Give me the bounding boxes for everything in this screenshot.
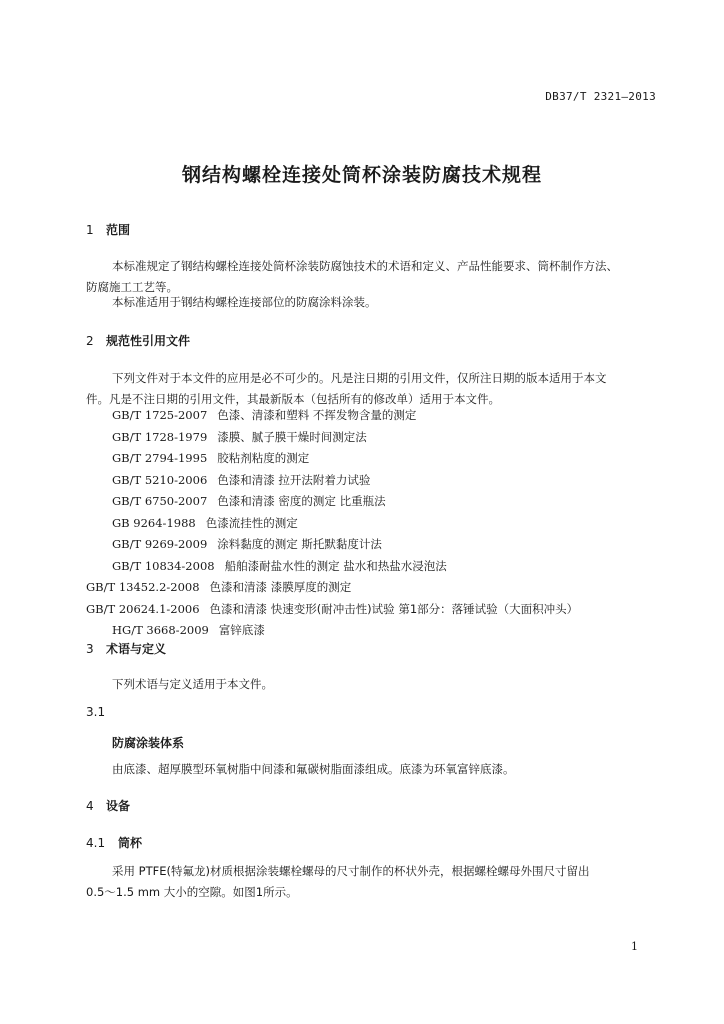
section-title: 术语与定义	[106, 642, 167, 656]
section-number: 4.1	[86, 836, 106, 850]
reference-item: GB/T 10834-2008 船舶漆耐盐水性的测定 盐水和热盐水浸泡法	[112, 558, 447, 573]
equipment-line2: 0.5～1.5 mm 大小的空隙。如图1所示。	[86, 885, 298, 899]
section-3-heading	[86, 640, 166, 657]
scope-p1-line1: 本标准规定了钢结构螺栓连接处筒杯涂装防腐蚀技术的术语和定义、产品性能要求、筒杯制作方法、	[112, 259, 618, 273]
section-number: 1	[86, 223, 94, 237]
equipment-paragraph	[86, 861, 658, 903]
reference-list	[86, 405, 666, 642]
normative-intro	[86, 368, 658, 410]
page-number: 1	[631, 940, 638, 953]
section-2-heading	[86, 332, 190, 349]
section-title: 筒杯	[118, 836, 143, 850]
terms-intro-text: 下列术语与定义适用于本文件。	[112, 677, 273, 691]
term-definition-text: 由底漆、超厚膜型环氧树脂中间漆和氟碳树脂面漆组成。底漆为环氧富锌底漆。	[112, 762, 515, 776]
section-4-heading	[86, 797, 130, 814]
reference-item: GB 9264-1988 色漆流挂性的测定	[112, 515, 298, 530]
normative-intro-line2: 件。凡是不注日期的引用文件，其最新版本（包括所有的修改单）适用于本文件。	[86, 392, 500, 406]
reference-item: HG/T 3668-2009 富锌底漆	[112, 623, 265, 637]
reference-item: GB/T 20624.1-2006 色漆和清漆 快速变形(耐冲击性)试验 第1部分：落锤试验（大面积冲头）	[86, 601, 579, 616]
section-title: 范围	[106, 223, 131, 237]
reference-item: GB/T 2794-1995 胶粘剂粘度的测定	[112, 451, 310, 465]
term-definition	[86, 759, 658, 780]
reference-item: GB/T 6750-2007 色漆和清漆 密度的测定 比重瓶法	[112, 494, 386, 508]
terms-intro	[86, 674, 658, 695]
document-title: 钢结构螺栓连接处筒杯涂装防腐技术规程	[181, 164, 542, 186]
section-number: 3	[86, 642, 94, 656]
scope-p1-line2: 防腐施工工艺等。	[86, 280, 178, 294]
section-4-1-heading	[86, 834, 142, 851]
reference-item: GB/T 9269-2009 涂料黏度的测定 斯托默黏度计法	[112, 537, 382, 551]
reference-item: GB/T 13452.2-2008 色漆和清漆 漆膜厚度的测定	[86, 580, 352, 594]
section-title: 规范性引用文件	[106, 334, 191, 348]
section-title: 设备	[106, 799, 131, 813]
equipment-line1: 采用 PTFE(特氟龙)材质根据涂装螺栓螺母的尺寸制作的杯状外壳，根据螺栓螺母外围尺寸留出	[112, 864, 590, 878]
reference-item: GB/T 1725-2007 色漆、清漆和塑料 不挥发物含量的测定	[112, 408, 417, 422]
normative-intro-line1: 下列文件对于本文件的应用是必不可少的。凡是注日期的引用文件，仅所注日期的版本适用于本文	[112, 371, 607, 385]
term-heading: 防腐涂装体系	[112, 736, 185, 750]
reference-item: GB/T 5210-2006 色漆和清漆 拉开法附着力试验	[112, 472, 371, 487]
reference-item: GB/T 1728-1979 漆膜、腻子膜干燥时间测定法	[112, 429, 367, 444]
section-number: 2	[86, 334, 94, 348]
scope-p2: 本标准适用于钢结构螺栓连接部位的防腐涂料涂装。	[112, 295, 377, 309]
standard-code: DB37/T 2321—2013	[545, 90, 656, 103]
scope-paragraph-2	[86, 292, 658, 313]
clause-number: 3.1	[86, 705, 106, 719]
section-number: 4	[86, 799, 94, 813]
section-1-heading	[86, 221, 130, 238]
